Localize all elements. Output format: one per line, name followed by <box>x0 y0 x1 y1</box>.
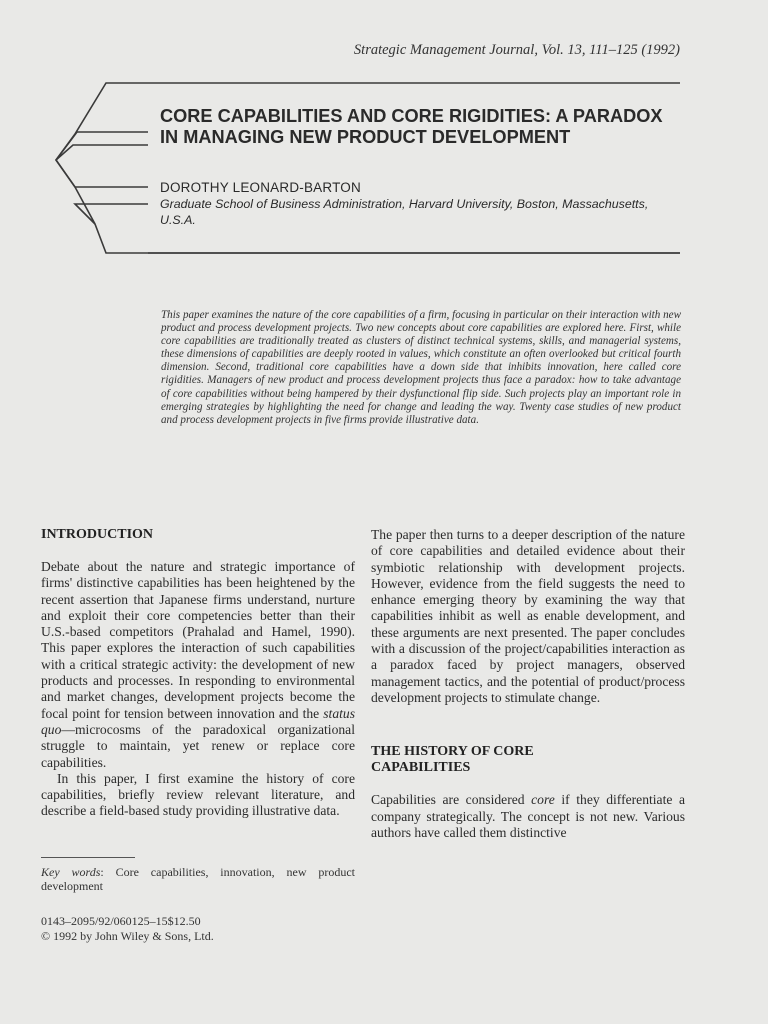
introduction-paragraph-1 <box>41 559 355 771</box>
footnote-rule <box>41 857 135 858</box>
keywords-text: : Core capabilities, innovation, new product development <box>41 865 355 894</box>
price-code: 0143–2095/92/060125–15$12.50 <box>41 914 201 928</box>
intro-p1-text-a: Debate about the nature and strategic importance of firms' distinctive capabilities has been heightened by the recent assertion that Japanese firms understand, nurture and exploit their core competencies better than their U.S.-based competitors (Prahalad and Hamel, 1990). This paper explores the interaction of such capabilities with a critical strategic activity: the development of new products and processes. In responding to environmental and market changes, development projects become the focal point for tension between innovation and the <box>41 559 355 721</box>
introduction-paragraph-2: In this paper, I first examine the history of core capabilities, briefly review relevant literature, and describe a field-based study providing illustrative data. <box>41 770 355 819</box>
right-column <box>371 527 685 841</box>
article-title: CORE CAPABILITIES AND CORE RIGIDITIES: A PARADOX IN MANAGING NEW PRODUCT DEVELOPMENT <box>160 106 663 147</box>
author-name: DOROTHY LEONARD-BARTON <box>160 180 361 195</box>
history-paragraph-1 <box>371 792 685 841</box>
journal-citation: Strategic Management Journal, Vol. 13, 111–125 (1992) <box>353 42 680 58</box>
history-heading: THE HISTORY OF CORE CAPABILITIES <box>371 744 534 776</box>
copyright-notice: © 1992 by John Wiley & Sons, Ltd. <box>41 929 214 943</box>
author-affiliation: Graduate School of Business Administration, Harvard University, Boston, Massachusetts, U.S.A. <box>160 197 649 227</box>
intro-p1-italic: status quo <box>41 705 355 737</box>
frame-inner-middle <box>56 145 148 187</box>
frame-inner-upper <box>56 132 148 160</box>
publication-footer <box>41 914 214 944</box>
introduction-heading: INTRODUCTION <box>41 527 154 542</box>
history-p1-text-b: if they differentiate a company strategically. The concept is not new. Various authors have called them distinctive <box>371 792 685 840</box>
abstract: This paper examines the nature of the core capabilities of a firm, focusing in particular on their interaction with new product and process development projects. Two new concepts about core capabilities are explored here. First, while core capabilities are traditionally treated as clusters of distinct technical systems, skills, and managerial systems, these dimensions of capabilities are deeply rooted in values, which constitute an often overlooked but critical fourth dimension. Second, traditional core capabilities have a down side that inhibits innovation, here called core rigidities. Managers of new product and process development projects thus face a paradox: how to take advantage of core capabilities without being hampered by their dysfunctional flip side. Such projects play an important role in emerging strategies by highlighting the need for change and leading the way. Twenty case studies of new product and process development projects in five firms provide illustrative data. <box>161 309 681 426</box>
left-column <box>41 527 355 820</box>
history-p1-text-a: Capabilities are considered <box>371 792 532 808</box>
intro-p1-text-b: —microcosms of the paradoxical organizational struggle to maintain, yet renew or replace core capabilities. <box>41 721 355 770</box>
keywords <box>41 865 355 894</box>
introduction-paragraph-2-continued: The paper then turns to a deeper description of the nature of core capabilities and detailed evidence about their symbiotic relationship with development projects. However, evidence from the field suggests the need to enhance emerging theory by examining the way that capabilities inhibit as well as enable development, and these arguments are next presented. The paper concludes with a discussion of the project/capabilities interaction as a paradox faced by project managers, observed management tactics, and the potential of product/process development projects to stimulate change. <box>371 527 685 705</box>
keywords-label: Key words <box>41 865 101 879</box>
history-p1-italic: core <box>531 792 555 808</box>
